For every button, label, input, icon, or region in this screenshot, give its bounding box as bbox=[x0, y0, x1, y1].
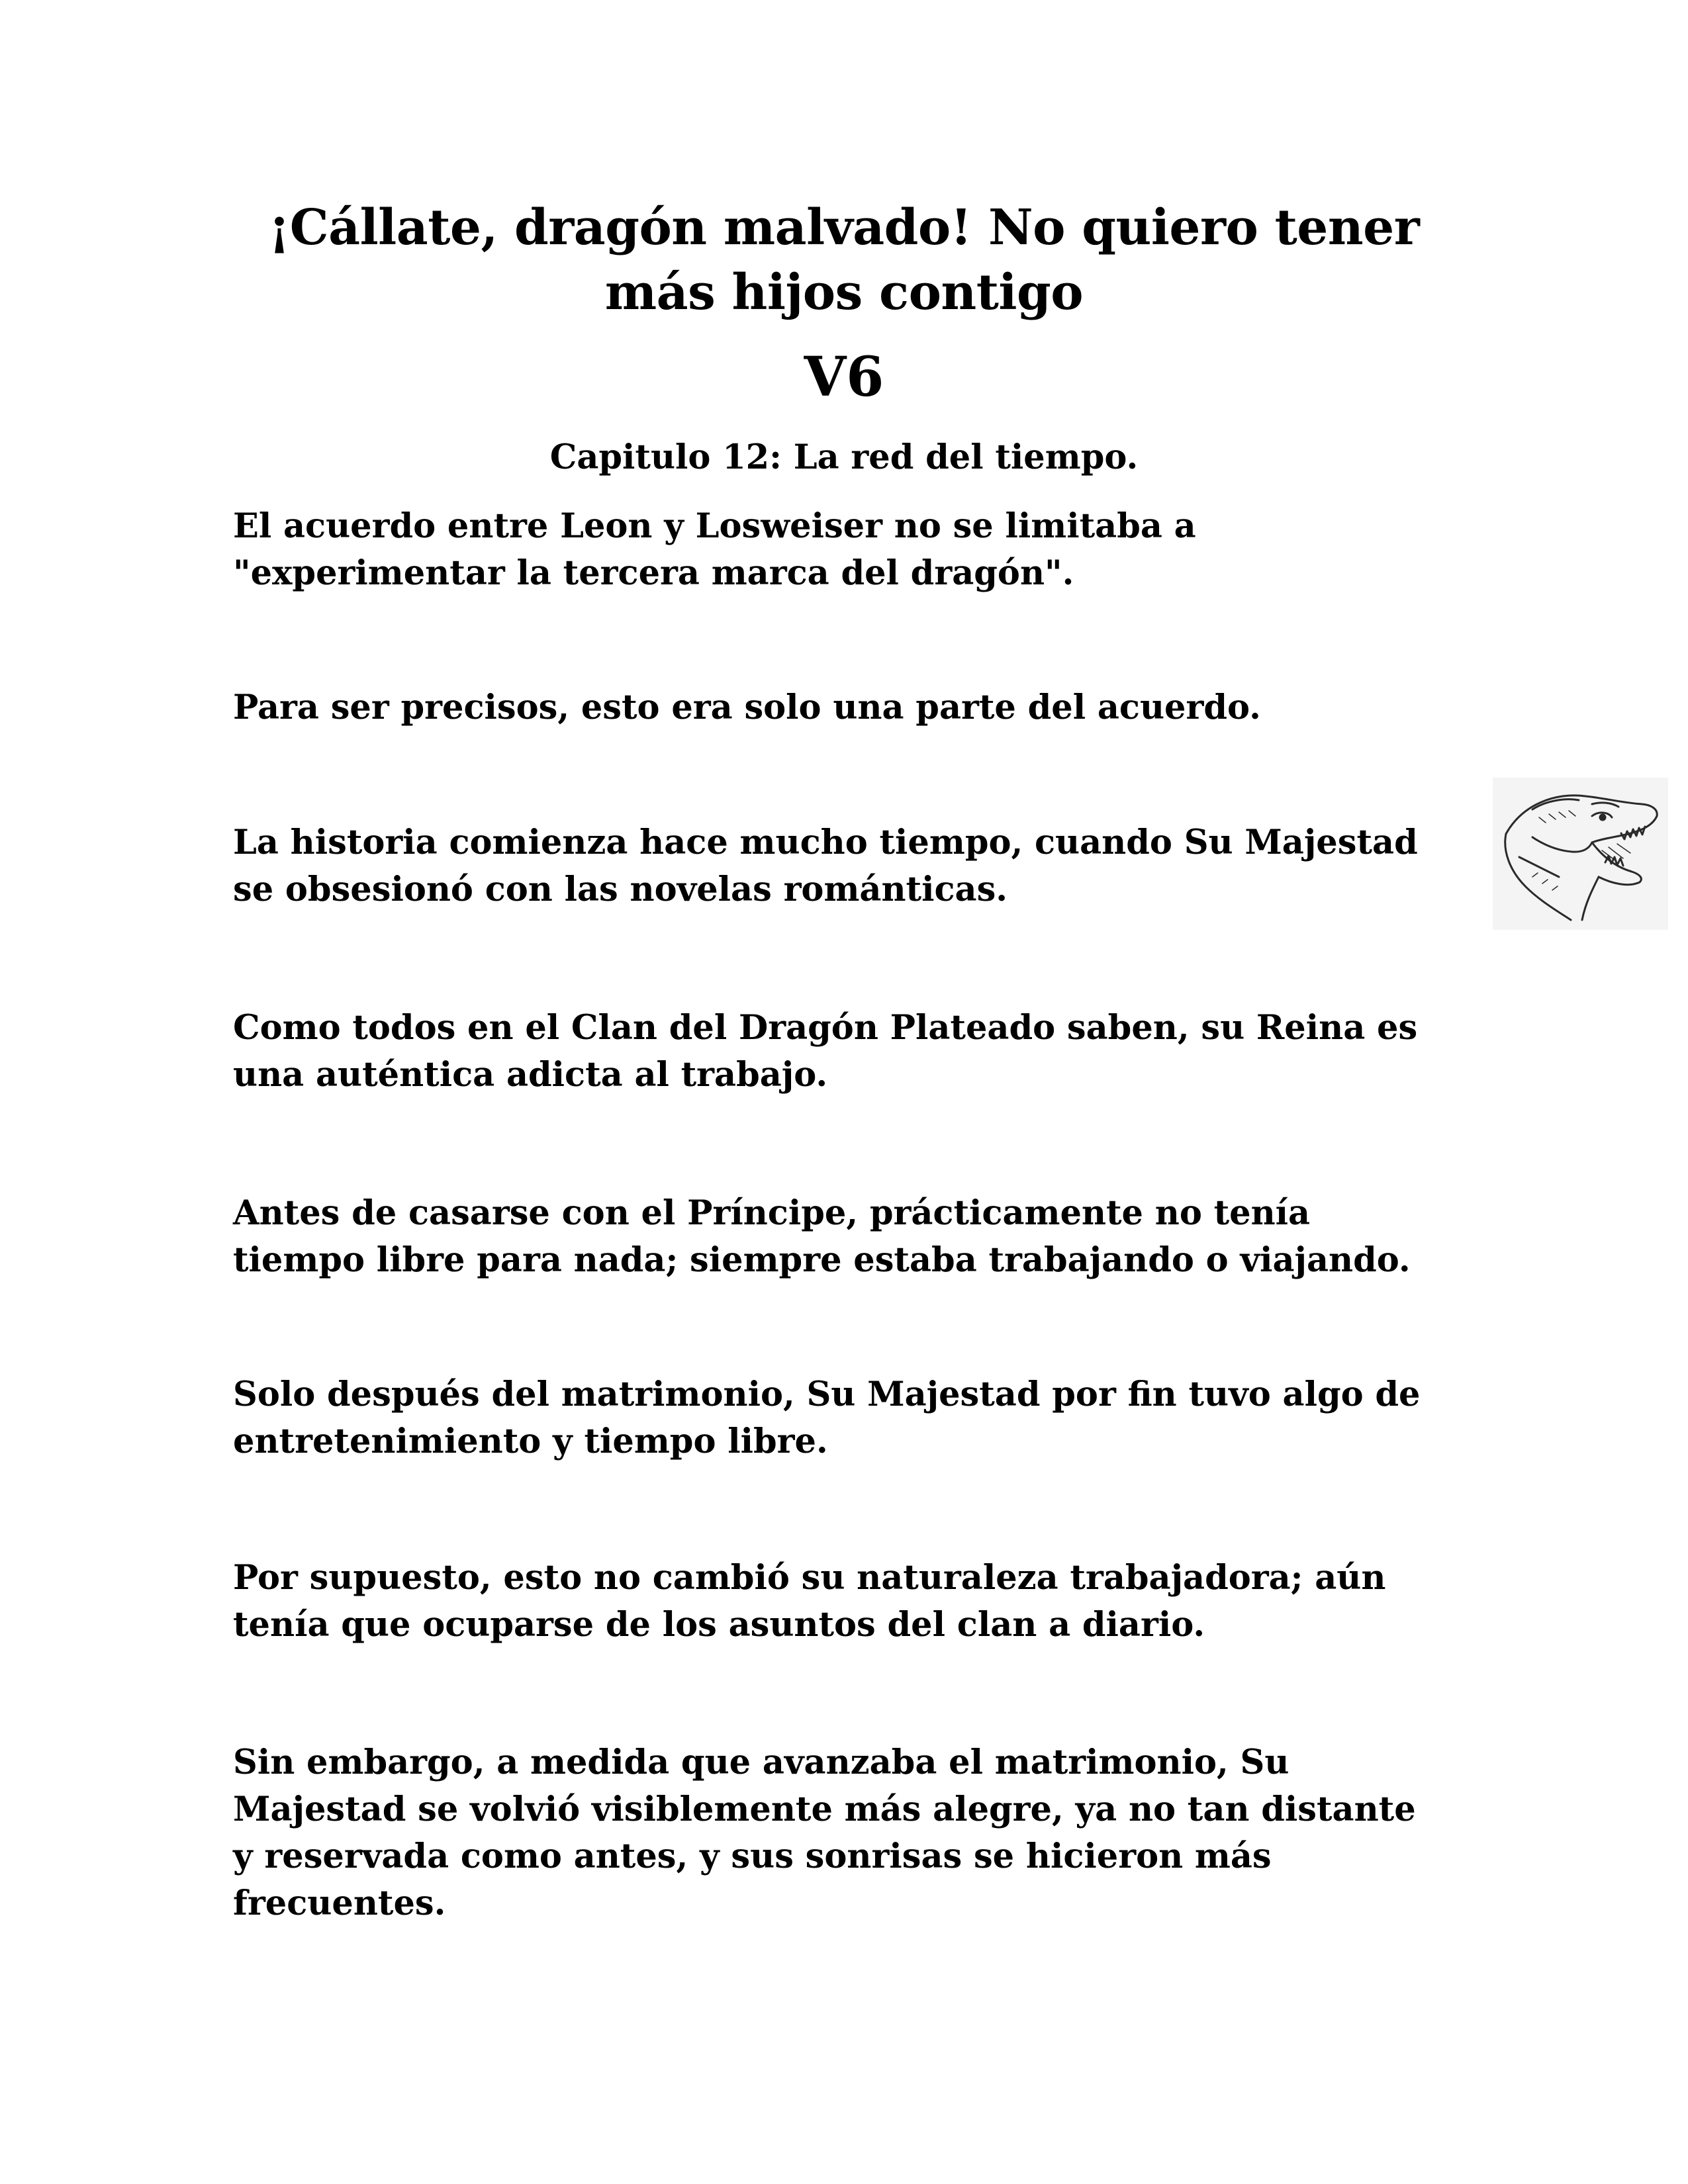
document-title bbox=[199, 195, 1489, 325]
paragraph bbox=[233, 1555, 1477, 1649]
paragraph-line: Solo después del matrimonio, Su Majestad por fin tuvo algo de bbox=[233, 1375, 1421, 1414]
paragraph-line: tenía que ocuparse de los asuntos del clan a diario. bbox=[233, 1605, 1205, 1645]
paragraph bbox=[233, 1371, 1477, 1465]
chapter-heading: Capitulo 12: La red del tiempo. bbox=[549, 437, 1139, 477]
paragraph-line: Majestad se volvió visiblemente más alegre, ya no tan distante bbox=[233, 1790, 1416, 1829]
title-line: más hijos contigo bbox=[604, 264, 1084, 321]
paragraph-line: "experimentar la tercera marca del dragón". bbox=[233, 553, 1074, 593]
paragraph-line: entretenimiento y tiempo libre. bbox=[233, 1422, 828, 1461]
paragraph bbox=[233, 1005, 1477, 1099]
dragon-head-sketch-icon bbox=[1493, 778, 1668, 930]
paragraph-line: Antes de casarse con el Príncipe, prácticamente no tenía bbox=[233, 1193, 1311, 1233]
paragraph bbox=[233, 1739, 1477, 1927]
title-line: ¡Cállate, dragón malvado! No quiero tener bbox=[268, 199, 1420, 256]
paragraph-line: El acuerdo entre Leon y Losweiser no se limitaba a bbox=[233, 506, 1196, 546]
paragraph-line: La historia comienza hace mucho tiempo, cuando Su Majestad bbox=[233, 823, 1418, 862]
paragraph-line: Sin embargo, a medida que avanzaba el matrimonio, Su bbox=[233, 1743, 1289, 1782]
paragraph bbox=[233, 1190, 1477, 1284]
paragraph-line: y reservada como antes, y sus sonrisas se hicieron más bbox=[233, 1837, 1272, 1876]
paragraph bbox=[233, 684, 1477, 731]
paragraph-line: Como todos en el Clan del Dragón Plateado saben, su Reina es bbox=[233, 1008, 1418, 1048]
paragraph bbox=[233, 819, 1477, 913]
paragraph-line: Para ser precisos, esto era solo una parte del acuerdo. bbox=[233, 688, 1261, 727]
paragraph-line: Por supuesto, esto no cambió su naturaleza trabajadora; aún bbox=[233, 1558, 1386, 1598]
paragraph-line: una auténtica adicta al trabajo. bbox=[233, 1055, 828, 1095]
volume-label: V6 bbox=[804, 345, 884, 409]
paragraph-line: tiempo libre para nada; siempre estaba trabajando o viajando. bbox=[233, 1240, 1411, 1280]
paragraph-line: se obsesionó con las novelas románticas. bbox=[233, 870, 1008, 909]
paragraph bbox=[233, 503, 1477, 597]
paragraph-line: frecuentes. bbox=[233, 1884, 446, 1923]
